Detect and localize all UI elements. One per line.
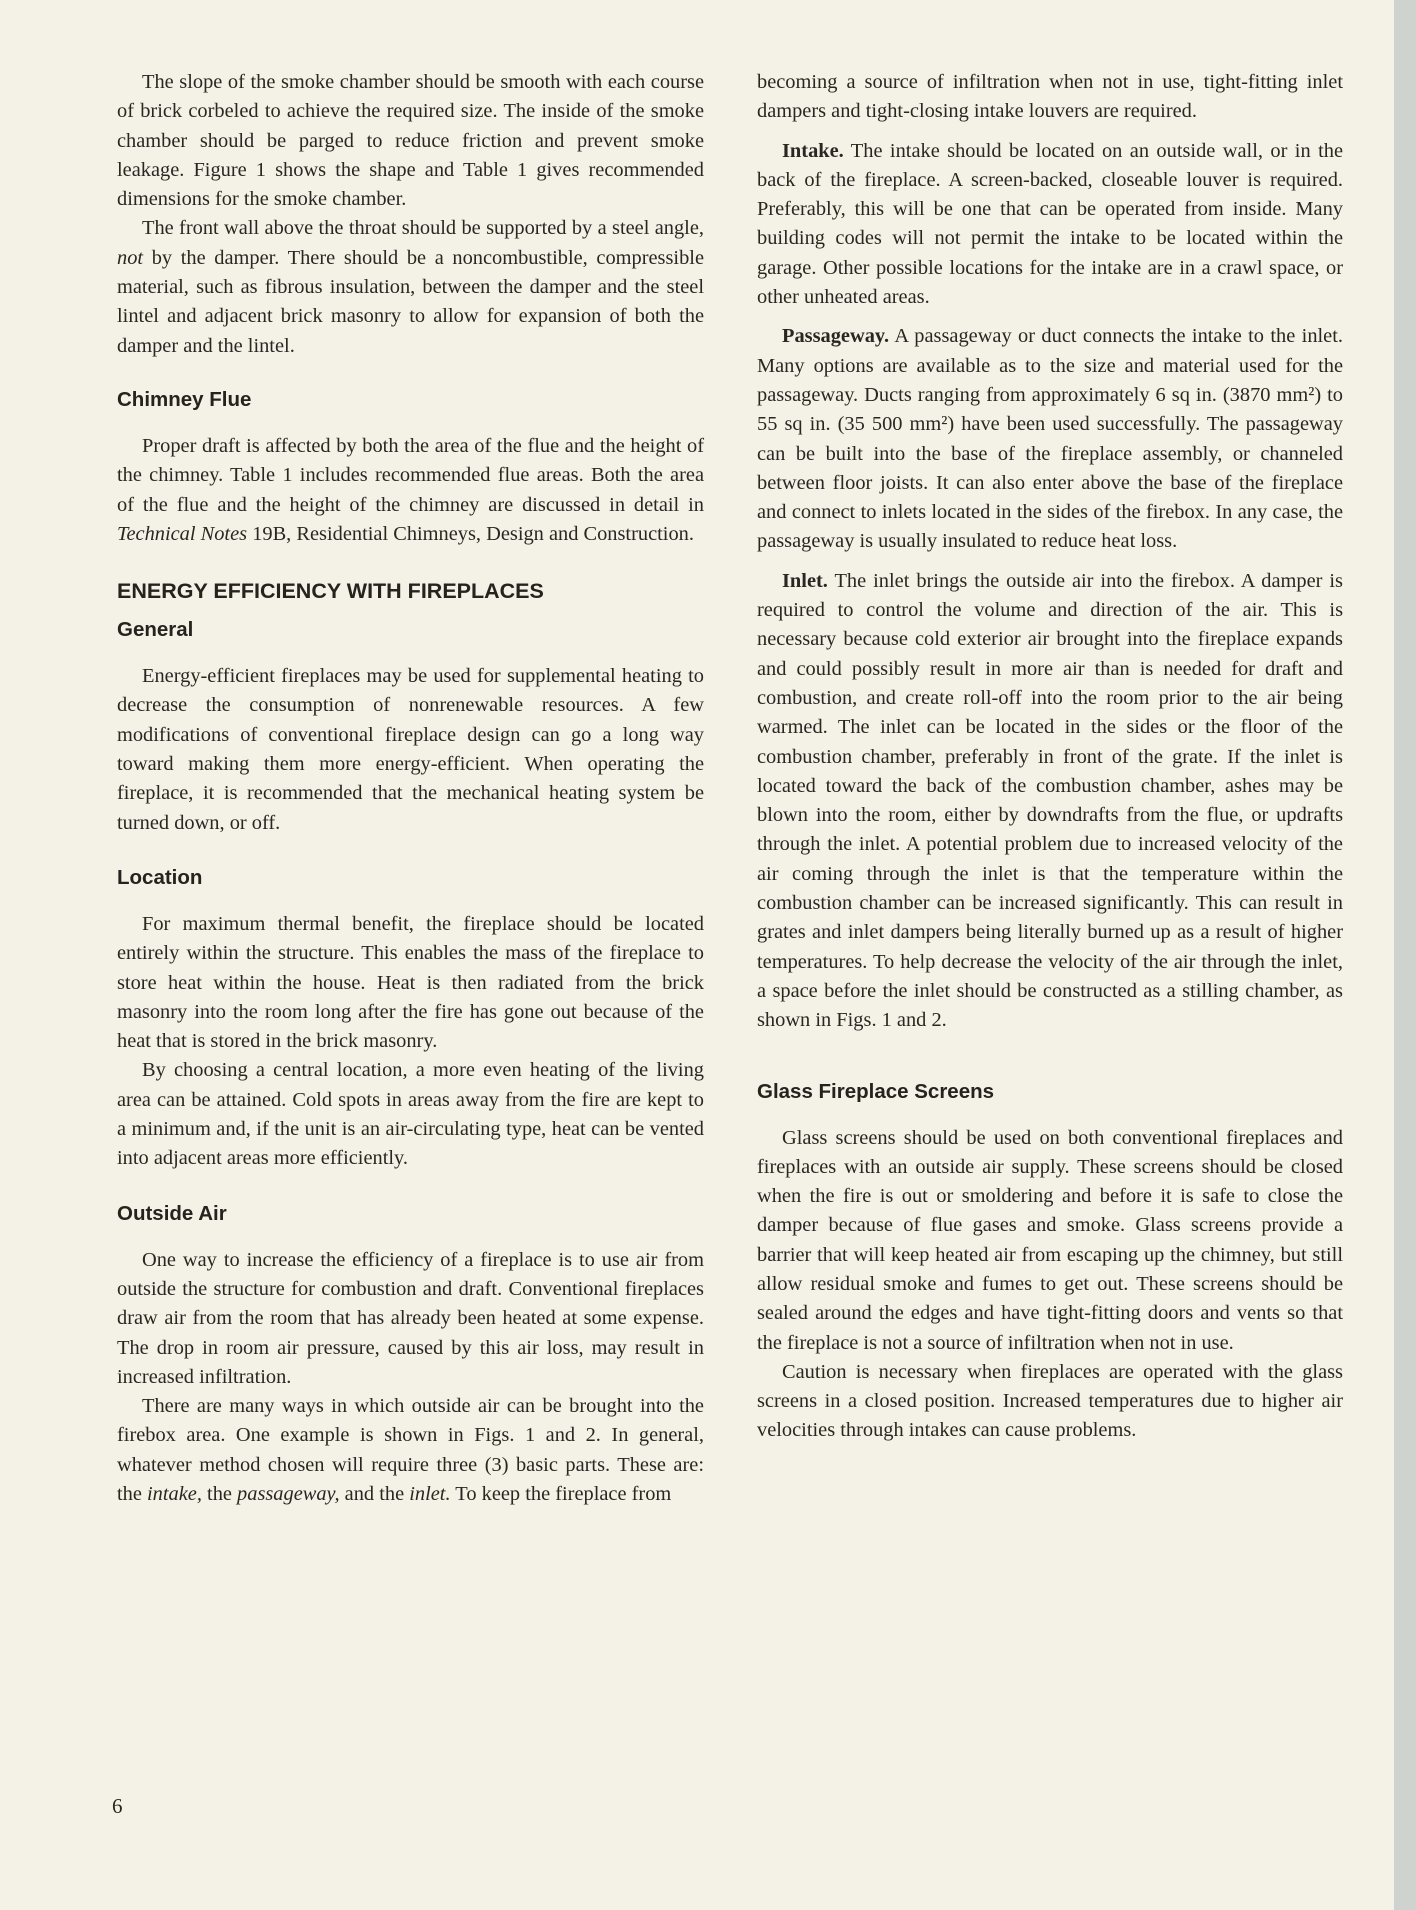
glass-screens-heading: Glass Fireplace Screens [757, 1079, 995, 1103]
continued-paragraph: becoming a source of infiltration when not in use, tight-fitting inlet dampers and tight-closing intake louvers are required. [757, 71, 1343, 123]
chimney-flue-heading: Chimney Flue [117, 387, 252, 411]
intake-paragraph: Intake. The intake should be located on an outside wall, or in the back of the fireplace. A screen-backed, closeable louver is required. Preferably, this will be one that can be operated from inside. Many building codes will not permit the intake to be located within the garage. Other possible locations for the intake are in a crawl space, or other unheated areas. [757, 139, 1343, 309]
left-column [117, 68, 704, 1509]
front-wall-paragraph: The front wall above the throat should be supported by a steel angle, not by the damper. There should be a noncombustible, compressible material, such as fibrous insulation, between the damper and the steel lintel and adjacent brick masonry to allow for expansion of both the damper and the lintel. [117, 217, 704, 357]
page-number: 6 [112, 1794, 123, 1818]
location-paragraph-2: By choosing a central location, a more even heating of the living area can be attained. Cold spots in areas away from the fire are kept to a minimum and, if the unit is an air-circulating type, heat can be vented into adjacent areas more efficiently. [117, 1059, 704, 1170]
general-heading: General [117, 618, 194, 642]
location-heading: Location [117, 865, 203, 889]
glass-screens-paragraph-2: Caution is necessary when fireplaces are operated with the glass screens in a closed position. Increased temperatures due to higher air velocities through intakes can cause problems. [757, 1360, 1343, 1442]
inlet-paragraph: Inlet. The inlet brings the outside air into the firebox. A damper is required to control the volume and direction of the air. This is necessary because cold exterior air brought into the fireplace expands and could possibly result in more air than is needed for draft and combustion, and create roll-off into the room prior to the air being warmed. The inlet can be located in the sides or the floor of the combustion chamber, preferably in front of the grate. If the inlet is located toward the back of the combustion chamber, ashes may be blown into the room, either by downdrafts from the flue, or updrafts through the inlet. A potential problem due to increased velocity of the air coming through the inlet is that the temperature within the combustion chamber can be increased significantly. This can result in grates and inlet dampers being literally burned up as a result of higher temperatures. To help decrease the velocity of the air through the inlet, a space before the inlet should be constructed as a stilling chamber, as shown in Figs. 1 and 2. [757, 569, 1343, 1032]
passageway-paragraph: Passageway. A passageway or duct connects the intake to the inlet. Many options are available as to the size and material used for the passageway. Ducts ranging from approximately 6 sq in. (3870 mm²) to 55 sq in. (35 500 mm²) have been used successfully. The passageway can be built into the base of the fireplace assembly, or channeled between floor joists. It can also enter above the base of the fireplace and connect to inlets located in the sides of the firebox. In any case, the passageway is usually insulated to reduce heat loss. [757, 325, 1343, 553]
glass-screens-paragraph-1: Glass screens should be used on both conventional fireplaces and fireplaces with an outside air supply. These screens should be closed when the fire is out or smoldering and before it is safe to close the damper because of flue gases and smoke. Glass screens provide a barrier that will keep heated air from escaping up the chimney, but still allow residual smoke and fumes to get out. These screens should be sealed around the edges and have tight-fitting doors and vents so that the fireplace is not a source of infiltration when not in use. [757, 1126, 1343, 1354]
outside-air-paragraph-2: There are many ways in which outside air can be brought into the firebox area. One example is shown in Figs. 1 and 2. In general, whatever method chosen will require three (3) basic parts. These are: the intake, the passageway, and the inlet. To keep the fireplace from [117, 1395, 704, 1505]
energy-efficiency-heading: ENERGY EFFICIENCY WITH FIREPLACES [117, 579, 544, 604]
outside-air-paragraph-1: One way to increase the efficiency of a fireplace is to use air from outside the structure for combustion and draft. Conventional fireplaces draw air from the room that has already been heated at some expense. The drop in room air pressure, caused by this air loss, may result in increased infiltration. [117, 1248, 704, 1388]
right-column [757, 68, 1343, 1446]
scan-edge-strip [1394, 0, 1416, 1910]
location-paragraph-1: For maximum thermal benefit, the fireplace should be located entirely within the structure. This enables the mass of the fireplace to store heat within the house. Heat is then radiated from the brick masonry into the room long after the fire has gone out because of the heat that is stored in the brick masonry. [117, 912, 704, 1053]
smoke-chamber-paragraph: The slope of the smoke chamber should be smooth with each course of brick corbeled to achieve the required size. The inside of the smoke chamber should be parged to reduce friction and prevent smoke leakage. Figure 1 shows the shape and Table 1 gives recommended dimensions for the smoke chamber. [117, 71, 704, 211]
chimney-flue-paragraph: Proper draft is affected by both the area of the flue and the height of the chimney. Table 1 includes recommended flue areas. Both the area of the flue and the height of the chimney are discussed in detail in Technical Notes 19B, Residential Chimneys, Design and Construction. [117, 434, 704, 545]
general-paragraph: Energy-efficient fireplaces may be used for supplemental heating to decrease the consumption of nonrenewable resources. A few modifications of conventional fireplace design can go a long way toward making them more energy-efficient. When operating the fireplace, it is recommended that the mechanical heating system be turned down, or off. [117, 665, 704, 834]
outside-air-heading: Outside Air [117, 1201, 227, 1225]
